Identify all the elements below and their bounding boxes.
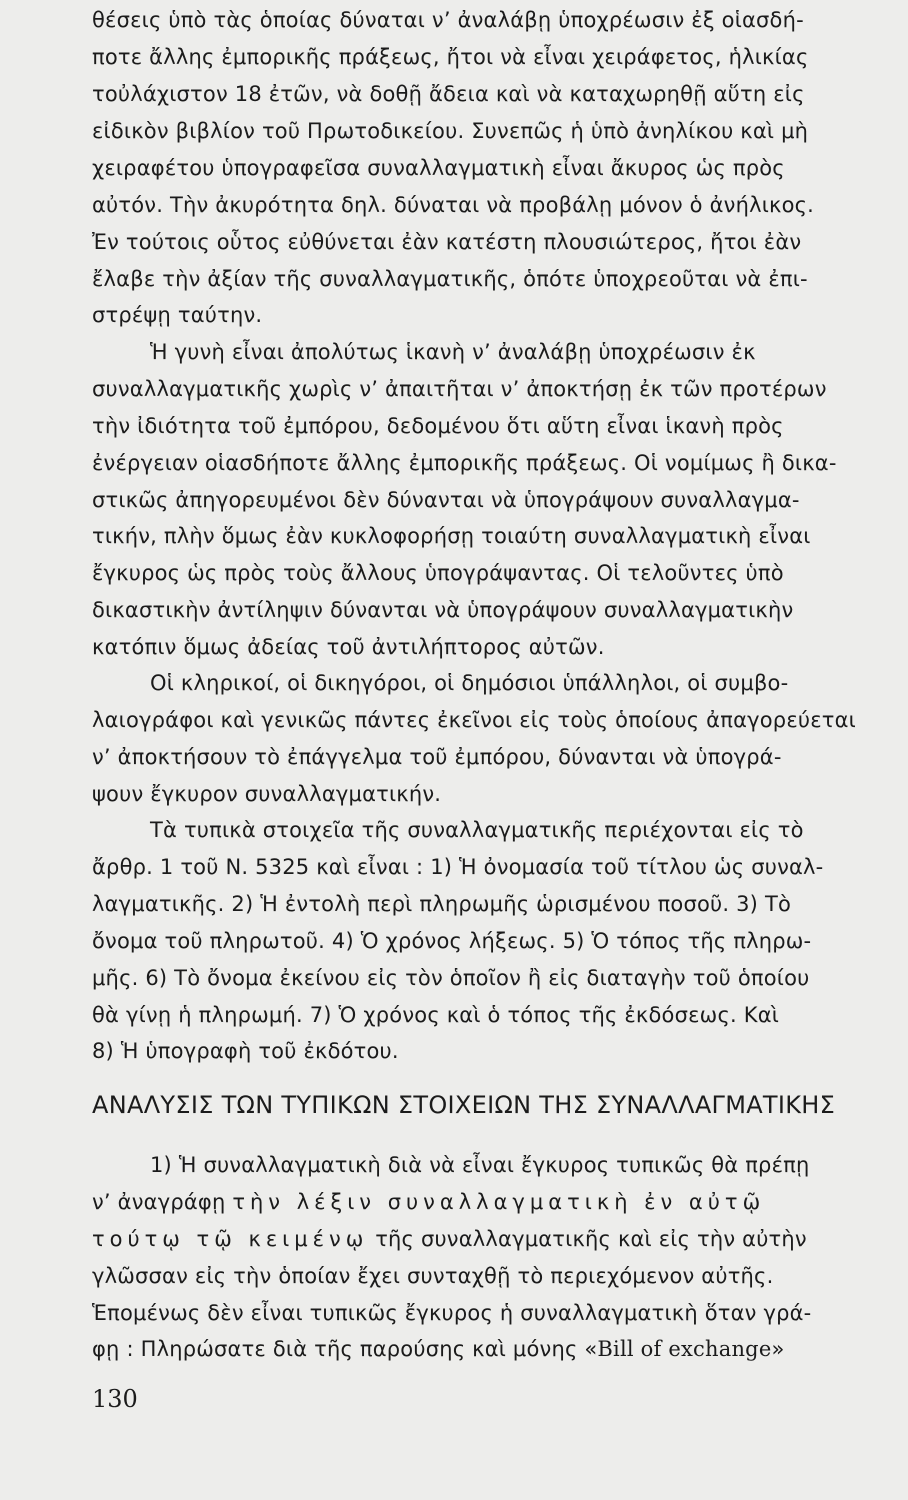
text-line: ψουν ἔγκυρον συναλλαγματικήν. bbox=[92, 782, 442, 806]
text-line: συναλλαγματικῆς χωρὶς ν’ ἀπαιτῆται ν’ ἀποκτήσῃ ἐκ τῶν προτέρων bbox=[92, 377, 827, 401]
text-line bbox=[92, 1224, 807, 1254]
text-span: ν’ ἀναγράφῃ bbox=[92, 1190, 233, 1214]
text-line: τὴν ἰδιότητα τοῦ ἐμπόρου, δεδομένου ὅτι αὕτη εἶναι ἱκανὴ πρὸς bbox=[92, 414, 784, 438]
text-line: ποτε ἄλλης ἐμπορικῆς πράξεως, ἤτοι νὰ εἶναι χειράφετος, ἡλικίας bbox=[92, 45, 809, 69]
text-line: τοὐλάχιστον 18 ἐτῶν, νὰ δοθῇ ἄδεια καὶ νὰ καταχωρηθῇ αὕτη εἰς bbox=[92, 82, 805, 106]
text-line bbox=[92, 1334, 785, 1364]
text-line: Ἐν τούτοις οὗτος εὐθύνεται ἐὰν κατέστη πλουσιώτερος, ἤτοι ἐὰν bbox=[92, 230, 802, 254]
section-heading: ΑΝΑΛΥΣΙΣ ΤΩΝ ΤΥΠΙΚΩΝ ΣΤΟΙΧΕΙΩΝ ΤΗΣ ΣΥΝΑΛΛΑΓΜΑΤΙΚΗΣ bbox=[92, 1091, 836, 1119]
text-line: ὄνομα τοῦ πληρωτοῦ. 4) Ὁ χρόνος λήξεως. 5) Ὁ τόπος τῆς πληρω- bbox=[92, 929, 812, 953]
text-line: ν’ ἀποκτήσουν τὸ ἐπάγγελμα τοῦ ἐμπόρου, δύνανται νὰ ὑπογρά- bbox=[92, 745, 782, 769]
text-line: αὐτόν. Τὴν ἀκυρότητα δηλ. δύναται νὰ προβάλῃ μόνον ὁ ἀνήλικος. bbox=[92, 193, 815, 217]
text-line: Ἡ γυνὴ εἶναι ἀπολύτως ἱκανὴ ν’ ἀναλάβῃ ὑποχρέωσιν ἐκ bbox=[150, 340, 756, 364]
latin-text: Bill of exchange bbox=[597, 1337, 772, 1361]
emphasized-text: τούτῳ τῷ κειμένῳ bbox=[92, 1227, 369, 1251]
text-line: κατόπιν ὅμως ἀδείας τοῦ ἀντιλήπτορος αὐτῶν. bbox=[92, 635, 605, 659]
text-line: Τὰ τυπικὰ στοιχεῖα τῆς συναλλαγματικῆς περιέχονται εἰς τὸ bbox=[150, 818, 804, 842]
text-line: στρέψῃ ταύτην. bbox=[92, 303, 263, 327]
text-line: 8) Ἡ ὑπογραφὴ τοῦ ἐκδότου. bbox=[92, 1039, 399, 1063]
text-line: θὰ γίνῃ ἡ πληρωμή. 7) Ὁ χρόνος καὶ ὁ τόπος τῆς ἐκδόσεως. Καὶ bbox=[92, 1003, 780, 1027]
text-line: ἔγκυρος ὡς πρὸς τοὺς ἄλλους ὑπογράψαντας. Οἱ τελοῦντες ὑπὸ bbox=[92, 561, 784, 585]
text-line: ἐνέργειαν οἱασδήποτε ἄλλης ἐμπορικῆς πράξεως. Οἱ νομίμως ἢ δικα- bbox=[92, 451, 837, 475]
text-line: λαγματικῆς. 2) Ἡ ἐντολὴ περὶ πληρωμῆς ὡρισμένου ποσοῦ. 3) Τὸ bbox=[92, 892, 792, 916]
text-line: 1) Ἡ συναλλαγματικὴ διὰ νὰ εἶναι ἔγκυρος τυπικῶς θὰ πρέπῃ bbox=[150, 1153, 810, 1177]
text-line: θέσεις ὑπὸ τὰς ὁποίας δύναται ν’ ἀναλάβῃ ὑποχρέωσιν ἐξ οἱασδή- bbox=[92, 8, 804, 32]
text-line: γλῶσσαν εἰς τὴν ὁποίαν ἔχει συνταχθῇ τὸ περιεχόμενον αὐτῆς. bbox=[92, 1264, 774, 1288]
text-span: » bbox=[771, 1337, 785, 1361]
text-line: Ἑπομένως δὲν εἶναι τυπικῶς ἔγκυρος ἡ συναλλαγματικὴ ὅταν γρά- bbox=[92, 1301, 812, 1325]
emphasized-text: τὴν λέξιν συναλλαγματικὴ ἐν αὐτῷ bbox=[232, 1190, 766, 1214]
text-line: δικαστικὴν ἀντίληψιν δύνανται νὰ ὑπογράψουν συναλλαγματικὴν bbox=[92, 598, 794, 622]
text-line bbox=[92, 1187, 765, 1217]
text-line: τικήν, πλὴν ὅμως ἐὰν κυκλοφορήσῃ τοιαύτη συναλλαγματικὴ εἶναι bbox=[92, 524, 811, 548]
text-span: φῃ : Πληρώσατε διὰ τῆς παρούσης καὶ μόνης « bbox=[92, 1337, 598, 1361]
text-line: εἰδικὸν βιβλίον τοῦ Πρωτοδικείου. Συνεπῶς ἡ ὑπὸ ἀνηλίκου καὶ μὴ bbox=[92, 119, 809, 143]
text-line: ἄρθρ. 1 τοῦ Ν. 5325 καὶ εἶναι : 1) Ἡ ὀνομασία τοῦ τίτλου ὡς συναλ- bbox=[92, 855, 824, 879]
text-line: χειραφέτου ὑπογραφεῖσα συναλλαγματικὴ εἶναι ἄκυρος ὡς πρὸς bbox=[92, 156, 785, 180]
text-line: στικῶς ἀπηγορευμένοι δὲν δύνανται νὰ ὑπογράψουν συναλλαγμα- bbox=[92, 488, 800, 512]
text-line: μῆς. 6) Τὸ ὄνομα ἐκείνου εἰς τὸν ὁποῖον ἢ εἰς διαταγὴν τοῦ ὁποίου bbox=[92, 966, 810, 990]
page-number: 130 bbox=[92, 1385, 138, 1413]
text-span: τῆς συναλλαγματικῆς καὶ εἰς τὴν αὐτὴν bbox=[368, 1227, 807, 1251]
text-line: Οἱ κληρικοί, οἱ δικηγόροι, οἱ δημόσιοι ὑπάλληλοι, οἱ συμβο- bbox=[150, 671, 789, 695]
text-line: ἔλαβε τὴν ἀξίαν τῆς συναλλαγματικῆς, ὁπότε ὑποχρεοῦται νὰ ἐπι- bbox=[92, 267, 808, 291]
text-line: λαιογράφοι καὶ γενικῶς πάντες ἐκεῖνοι εἰς τοὺς ὁποίους ἀπαγορεύεται bbox=[92, 708, 856, 732]
